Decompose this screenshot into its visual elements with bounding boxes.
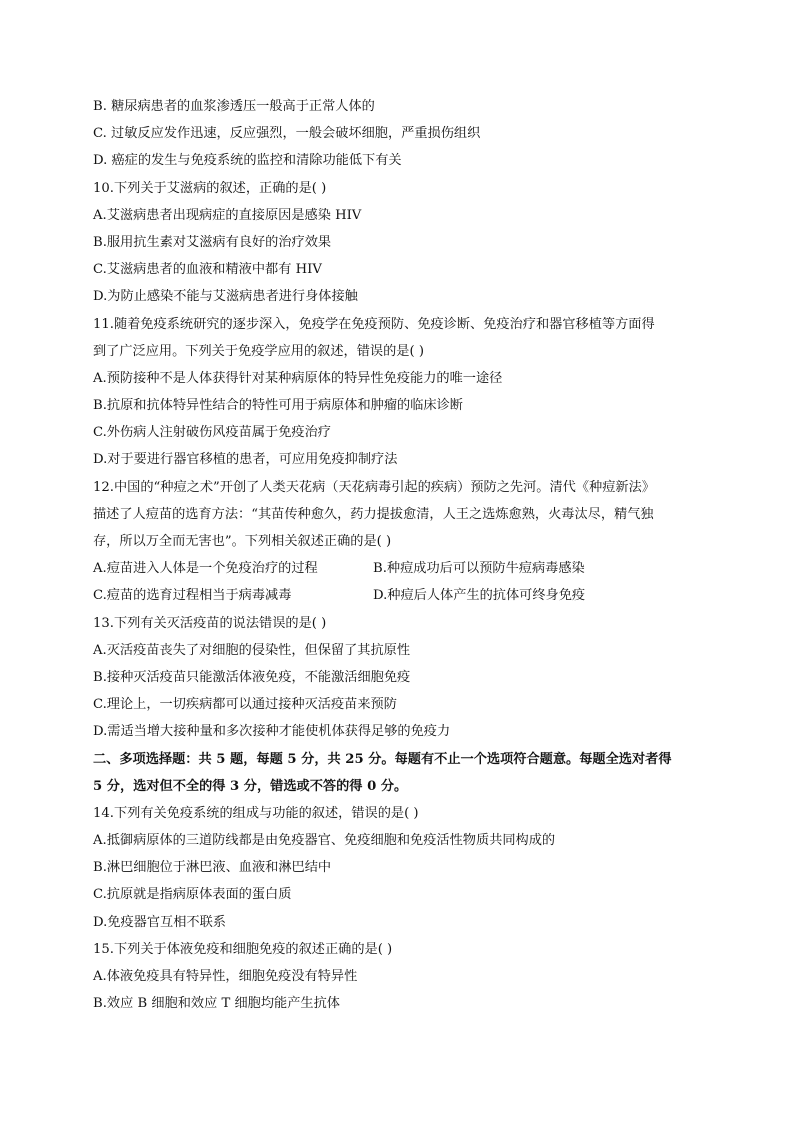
question-11-option-a: A.预防接种不是人体获得针对某种病原体的特异性免疫能力的唯一途径 <box>93 370 503 386</box>
question-9-option-c: C. 过敏反应发作迅速，反应强烈，一般会破坏细胞，严重损伤组织 <box>93 126 481 142</box>
question-12-stem-line-2: 描述了人痘苗的选育方法：“其苗传种愈久，药力提拔愈清，人王之选炼愈熟，火毒汰尽，精气独 <box>93 506 654 522</box>
question-11-option-d: D.对于要进行器官移植的患者，可应用免疫抑制疗法 <box>93 452 398 468</box>
question-12-stem-line-3: 存，所以万全而无害也”。下列相关叙述正确的是( ) <box>93 534 392 549</box>
question-13-option-b: B.接种灭活疫苗只能激活体液免疫，不能激活细胞免疫 <box>93 669 411 685</box>
question-10-option-c: C.艾滋病患者的血液和精液中都有 HIV <box>93 262 322 278</box>
question-11-stem-line-2: 到了广泛应用。下列关于免疫学应用的叙述，错误的是( ) <box>93 343 424 359</box>
section-2-heading-line-1: 二、多项选择题：共 5 题，每题 5 分，共 25 分。每题有不止一个选项符合题意。每题全选对者得 <box>93 751 672 767</box>
question-13-option-d: D.需适当增大接种量和多次接种才能使机体获得足够的免疫力 <box>93 724 451 740</box>
question-9-option-b: B. 糖尿病患者的血浆渗透压一般高于正常人体的 <box>93 99 375 114</box>
question-12-option-c: C.痘苗的选育过程相当于病毒减毒 <box>93 588 292 604</box>
question-11-stem-line-1: 11.随着免疫系统研究的逐步深入，免疫学在免疫预防、免疫诊断、免疫治疗和器官移植等方面得 <box>93 316 655 332</box>
question-12-options-row-1 <box>93 555 705 582</box>
question-12-option-d: D.种痘后人体产生的抗体可终身免疫 <box>373 588 586 604</box>
question-15-option-b: B.效应 B 细胞和效应 T 细胞均能产生抗体 <box>93 996 340 1012</box>
question-14-option-d: D.免疫器官互相不联系 <box>93 914 226 930</box>
question-14-option-b: B.淋巴细胞位于淋巴液、血液和淋巴结中 <box>93 860 332 876</box>
question-14-option-a: A.抵御病原体的三道防线都是由免疫器官、免疫细胞和免疫活性物质共同构成的 <box>93 833 556 849</box>
question-12-stem-line-1: 12.中国的“种痘之术”开创了人类天花病（天花病毒引起的疾病）预防之先河。清代《种痘新法》 <box>93 479 655 495</box>
section-2-heading-line-2: 5 分，选对但不全的得 3 分，错选或不答的得 0 分。 <box>93 778 408 794</box>
question-10-option-b: B.服用抗生素对艾滋病有良好的治疗效果 <box>93 234 332 250</box>
question-11-option-b: B.抗原和抗体特异性结合的特性可用于病原体和肿瘤的临床诊断 <box>93 398 463 414</box>
question-15-stem: 15.下列关于体液免疫和细胞免疫的叙述正确的是( ) <box>93 941 393 957</box>
question-12-option-b: B.种痘成功后可以预防牛痘病毒感染 <box>373 561 585 577</box>
question-13-stem: 13.下列有关灭活疫苗的说法错误的是( ) <box>93 615 327 631</box>
question-15-option-a: A.体液免疫具有特异性，细胞免疫没有特异性 <box>93 969 358 984</box>
question-13-option-a: A.灭活疫苗丧失了对细胞的侵染性，但保留了其抗原性 <box>93 642 411 658</box>
question-10-stem: 10.下列关于艾滋病的叙述，正确的是( ) <box>93 180 327 196</box>
question-13-option-c: C.理论上，一切疾病都可以通过接种灭活疫苗来预防 <box>93 697 397 713</box>
question-10-option-d: D.为防止感染不能与艾滋病患者进行身体接触 <box>93 289 358 305</box>
question-10-option-a: A.艾滋病患者出现病症的直接原因是感染 HIV <box>93 207 362 223</box>
question-14-option-c: C.抗原就是指病原体表面的蛋白质 <box>93 887 292 903</box>
question-9-option-d: D. 癌症的发生与免疫系统的监控和清除功能低下有关 <box>93 153 402 169</box>
question-12-option-a: A.痘苗进入人体是一个免疫治疗的过程 <box>93 561 318 577</box>
question-12-options-row-2 <box>93 582 705 609</box>
question-14-stem: 14.下列有关免疫系统的组成与功能的叙述，错误的是( ) <box>93 805 419 821</box>
question-11-option-c: C.外伤病人注射破伤风疫苗属于免疫治疗 <box>93 425 331 441</box>
document-content <box>93 93 705 1017</box>
